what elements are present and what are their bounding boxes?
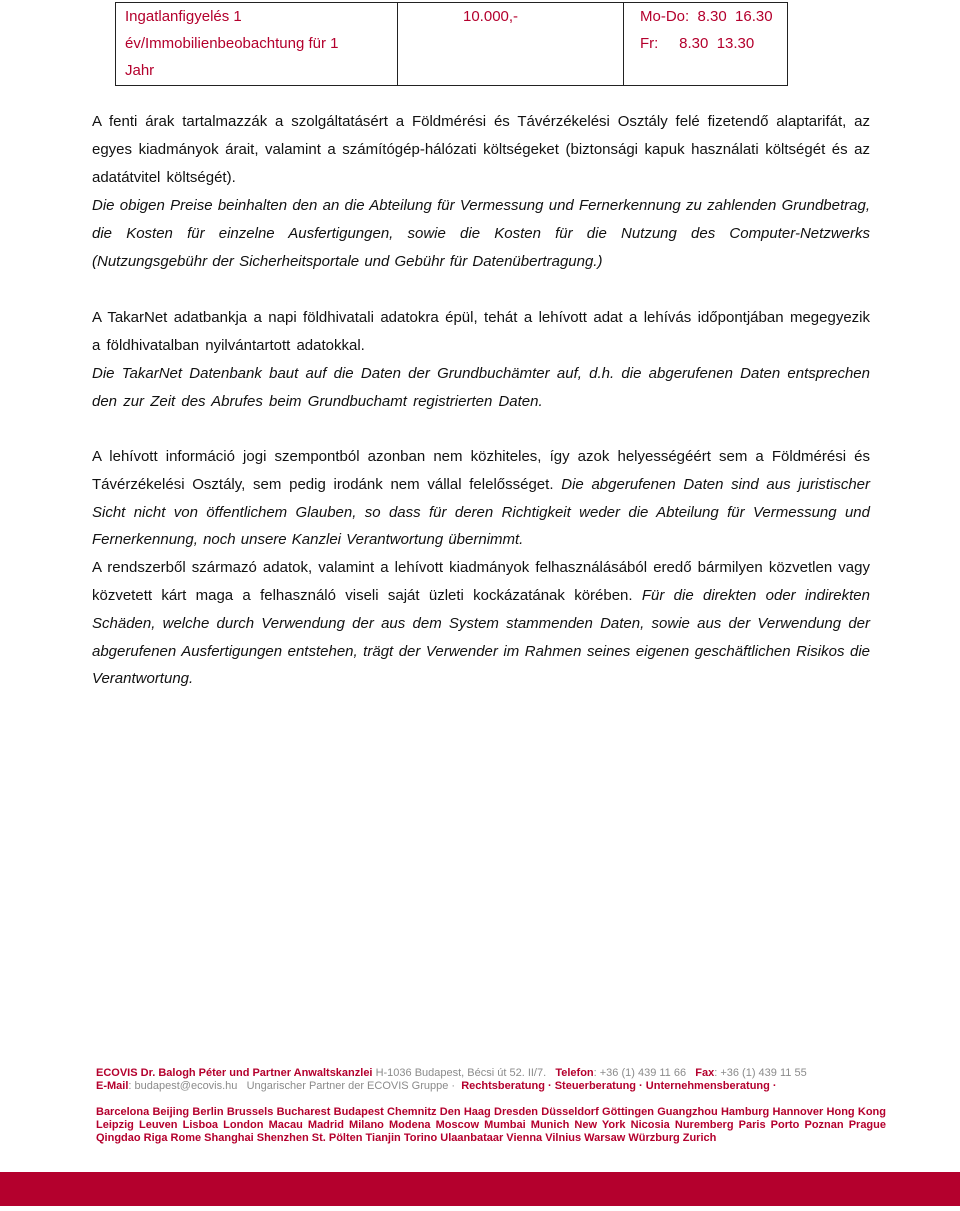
prices-section — [92, 108, 870, 276]
hours-line-1: Mo-Do: 8.30 16.30 — [640, 8, 773, 25]
service-line-2: év/Immobilienbeobachtung für 1 — [125, 35, 339, 52]
footer-firm: ECOVIS Dr. Balogh Péter und Partner Anwaltskanzlei — [96, 1067, 373, 1079]
service-line-3: Jahr — [125, 62, 155, 79]
footer-fax: : +36 (1) 439 11 55 — [714, 1067, 807, 1079]
footer-phone: : +36 (1) 439 11 66 — [593, 1067, 687, 1079]
takarnet-section — [92, 304, 870, 416]
paragraph-risk — [92, 554, 870, 693]
footer — [96, 1067, 886, 1145]
legal-section — [92, 443, 870, 693]
footer-fax-label: Fax — [695, 1067, 715, 1079]
footer-email-label: E-Mail — [96, 1080, 129, 1092]
paragraph-hu-takarnet: A TakarNet adatbankja a napi földhivatali adatokra épül, tehát a lehívott adat a lehívás időpontjában megegyezik a földhivatalban nyilvántartott adatokkal. — [92, 309, 870, 354]
paragraph-hu-risk: A rendszerből származó adatok, valamint a lehívott kiadmányok felhasználásából eredő bármilyen közvetlen vagy közvetett kárt maga a felhasználó viseli saját üzleti kockázatának körében. — [92, 559, 870, 604]
footer-address: H-1036 Budapest, Bécsi út 52. II/7. — [375, 1067, 547, 1079]
paragraph-legal — [92, 443, 870, 554]
footer-phone-label: Telefon — [555, 1067, 594, 1079]
paragraph-de-legal: Die abgerufenen Daten sind aus juristischer Sicht nicht von öffentlichem Glauben, so dass für deren Richtigkeit weder die Abteilung für Vermessung und Fernerkennung, noch unsere Kanzlei Verantwortung übernimmt. — [92, 475, 871, 549]
footer-line-1 — [96, 1067, 886, 1080]
footer-partner: Ungarischer Partner der ECOVIS Gruppe · — [246, 1080, 456, 1092]
hours-line-2: Fr: 8.30 13.30 — [640, 35, 755, 52]
paragraph-de-takarnet: Die TakarNet Datenbank baut auf die Daten der Grundbuchämter auf, d.h. die abgerufenen Daten entsprechen den zur Zeit des Abrufes beim Grundbuchamt registrierten Daten. — [92, 365, 870, 410]
footer-email[interactable]: : budapest@ecovis.hu — [128, 1080, 238, 1092]
paragraph-de-prices: Die obigen Preise beinhalten den an die Abteilung für Vermessung und Fernerkennung zu zahlenden Grundbetrag, die Kosten für einzelne Ausfertigungen, sowie die Kosten für die Nutzung des Computer-Netzwerks (Nutzungsgebühr der Sicherheitsportale und Gebühr für Datenübertragung.) — [92, 197, 870, 270]
footer-brand-bar — [0, 1172, 960, 1206]
footer-line-2 — [96, 1080, 886, 1093]
paragraph-hu-legal: A lehívott információ jogi szempontból azonban nem közhiteles, így azok helyességéért sem a Földmérési és Távérzékelési Osztály, sem pedig irodánk nem vállal felelősséget. — [92, 448, 870, 493]
paragraph-de-risk: Für die direkten oder indirekten Schäden, welche durch Verwendung der aus dem System stammenden Daten, sowie aus der Verwendung der abgerufenen Ausfertigungen entstehen, trägt der Verwender im Rahmen seines eigenen geschäftlichen Risikos die Verantwortung. — [92, 586, 870, 688]
footer-services: Rechtsberatung · Steuerberatung · Unternehmensberatung · — [461, 1080, 777, 1092]
price-table — [115, 2, 788, 86]
footer-cities: Barcelona Beijing Berlin Brussels Bucharest Budapest Chemnitz Den Haag Dresden Düsseldorf Göttingen Guangzhou Hamburg Hannover Hong Kong Leipzig Leuven Lisboa London Macau Madrid Milano Modena Moscow Mumbai Munich New York Nicosia Nuremberg Paris Porto Poznan Prague Qingdao Riga Rome Shanghai Shenzhen St. Pölten Tianjin Torino Ulaanbataar Vienna Vilnius Warsaw Würzburg Zurich — [96, 1106, 886, 1144]
price-value: 10.000,- — [463, 8, 519, 25]
price-cell — [398, 3, 624, 86]
hours-cell — [624, 3, 788, 86]
service-cell — [116, 3, 398, 86]
service-line-1: Ingatlanfigyelés 1 — [125, 8, 242, 25]
paragraph-hu-prices: A fenti árak tartalmazzák a szolgáltatásért a Földmérési és Távérzékelési Osztály felé fizetendő alaptarifát, az egyes kiadmányok árait, valamint a számítógép-hálózati költségeket (biztonsági kapuk használati költségét és az adatátvitel költségét). — [92, 113, 870, 186]
